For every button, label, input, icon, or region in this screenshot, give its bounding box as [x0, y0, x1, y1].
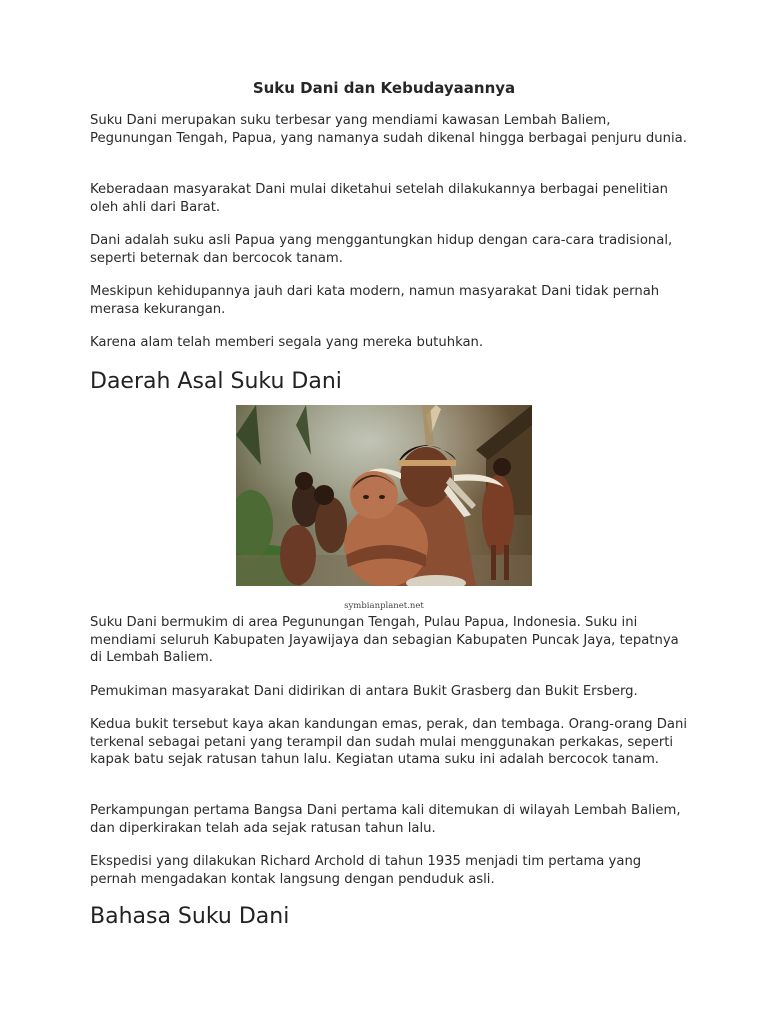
section1-paragraph-5: Ekspedisi yang dilakukan Richard Archold di tahun 1935 menjadi tim pertama yang pernah mengadakan kontak langsung dengan penduduk asli.: [90, 854, 642, 887]
document-title: Suku Dani dan Kebudayaannya: [252, 79, 516, 97]
intro-paragraph-4: Meskipun kehidupannya jauh dari kata modern, namun masyarakat Dani tidak pernah merasa kekurangan.: [90, 284, 660, 317]
section1-paragraph-3: Kedua bukit tersebut kaya akan kandungan emas, perak, dan tembaga. Orang-orang Dani terkenal sebagai petani yang terampil dan sudah mulai menggunakan perkakas, seperti kapak batu sejak ratusan tahun lalu. Kegiatan utama suku ini adalah bercocok tanam.: [90, 717, 687, 767]
section-heading-daerah-asal: Daerah Asal Suku Dani: [90, 369, 342, 394]
photo-caption: symbianplanet.net: [344, 601, 424, 611]
photo-illustration: [236, 405, 532, 586]
section1-paragraph-4: Perkampungan pertama Bangsa Dani pertama kali ditemukan di wilayah Lembah Baliem, dan diperkirakan telah ada sejak ratusan tahun lalu.: [90, 803, 681, 836]
dani-people-photo: [236, 405, 532, 586]
intro-paragraph-1: Suku Dani merupakan suku terbesar yang mendiami kawasan Lembah Baliem, Pegunungan Tengah, Papua, yang namanya sudah dikenal hingga berbagai penjuru dunia.: [90, 113, 687, 146]
section1-paragraph-2: Pemukiman masyarakat Dani didirikan di antara Bukit Grasberg dan Bukit Ersberg.: [90, 684, 638, 699]
intro-paragraph-2: Keberadaan masyarakat Dani mulai diketahui setelah dilakukannya berbagai penelitian oleh ahli dari Barat.: [90, 182, 669, 215]
section1-paragraph-1: Suku Dani bermukim di area Pegunungan Tengah, Pulau Papua, Indonesia. Suku ini mendiami seluruh Kabupaten Jayawijaya dan sebagian Kabupaten Puncak Jaya, tepatnya di Lembah Baliem.: [90, 615, 679, 665]
intro-paragraph-3: Dani adalah suku asli Papua yang menggantungkan hidup dengan cara-cara tradisional, seperti beternak dan bercocok tanam.: [90, 233, 673, 266]
intro-paragraph-5: Karena alam telah memberi segala yang mereka butuhkan.: [90, 335, 484, 350]
section-heading-bahasa: Bahasa Suku Dani: [90, 904, 290, 929]
